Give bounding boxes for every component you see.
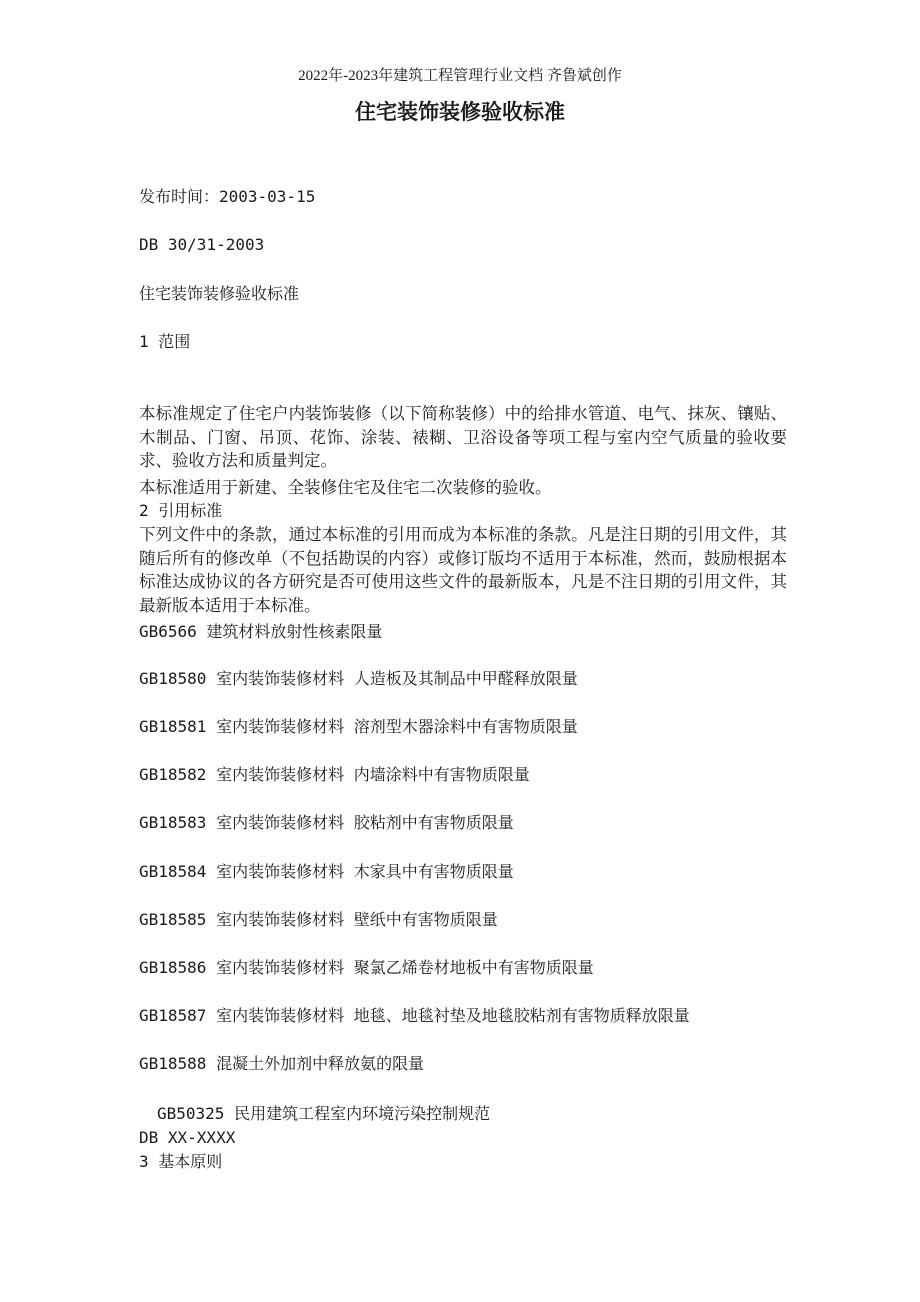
section-heading-principles: 3 基本原则 xyxy=(139,1152,223,1171)
reference-item: GB18587 室内装饰装修材料 地毯、地毯衬垫及地毯胶粘剂有害物质释放限量 xyxy=(139,1006,690,1025)
scope-applicability-paragraph: 本标准适用于新建、全装修住宅及住宅二次装修的验收。 xyxy=(139,478,552,497)
reference-item: GB18583 室内装饰装修材料 胶粘剂中有害物质限量 xyxy=(139,813,514,832)
reference-item: GB6566 建筑材料放射性核素限量 xyxy=(139,622,383,641)
reference-item: GB18585 室内装饰装修材料 壁纸中有害物质限量 xyxy=(139,910,498,929)
reference-item: GB18580 室内装饰装修材料 人造板及其制品中甲醛释放限量 xyxy=(139,669,578,688)
reference-item: GB50325 民用建筑工程室内环境污染控制规范 xyxy=(157,1104,491,1123)
reference-item: GB18581 室内装饰装修材料 溶剂型木器涂料中有害物质限量 xyxy=(139,717,578,736)
section-heading-scope: 1 范围 xyxy=(139,332,191,351)
reference-item: DB XX-XXXX xyxy=(139,1128,236,1147)
reference-item: GB18588 混凝土外加剂中释放氨的限量 xyxy=(139,1054,425,1073)
standard-name: 住宅装饰装修验收标准 xyxy=(139,284,300,303)
references-intro-paragraph: 下列文件中的条款，通过本标准的引用而成为本标准的条款。凡是注日期的引用文件，其随后所有的修改单（不包括勘误的内容）或修订版均不适用于本标准，然而，鼓励根据本标准达成协议的各方研究是否可使用这些文件的最新版本，凡是不注日期的引用文件，其最新版本适用于本标准。 xyxy=(139,525,787,616)
reference-item: GB18586 室内装饰装修材料 聚氯乙烯卷材地板中有害物质限量 xyxy=(139,958,594,977)
publish-date: 发布时间：2003-03-15 xyxy=(139,187,316,206)
scope-paragraph: 本标准规定了住宅户内装饰装修（以下简称装修）中的给排水管道、电气、抹灰、镶贴、木制品、门窗、吊顶、花饰、涂装、裱糊、卫浴设备等项工程与室内空气质量的验收要求、验收方法和质量判定。 xyxy=(139,404,787,471)
reference-item: GB18584 室内装饰装修材料 木家具中有害物质限量 xyxy=(139,862,514,881)
document-header: 2022年-2023年建筑工程管理行业文档 齐鲁斌创作 xyxy=(298,68,622,84)
reference-item: GB18582 室内装饰装修材料 内墙涂料中有害物质限量 xyxy=(139,765,530,784)
standard-number: DB 30/31-2003 xyxy=(139,235,265,254)
document-title: 住宅装饰装修验收标准 xyxy=(355,100,565,124)
section-heading-references: 2 引用标准 xyxy=(139,501,223,520)
